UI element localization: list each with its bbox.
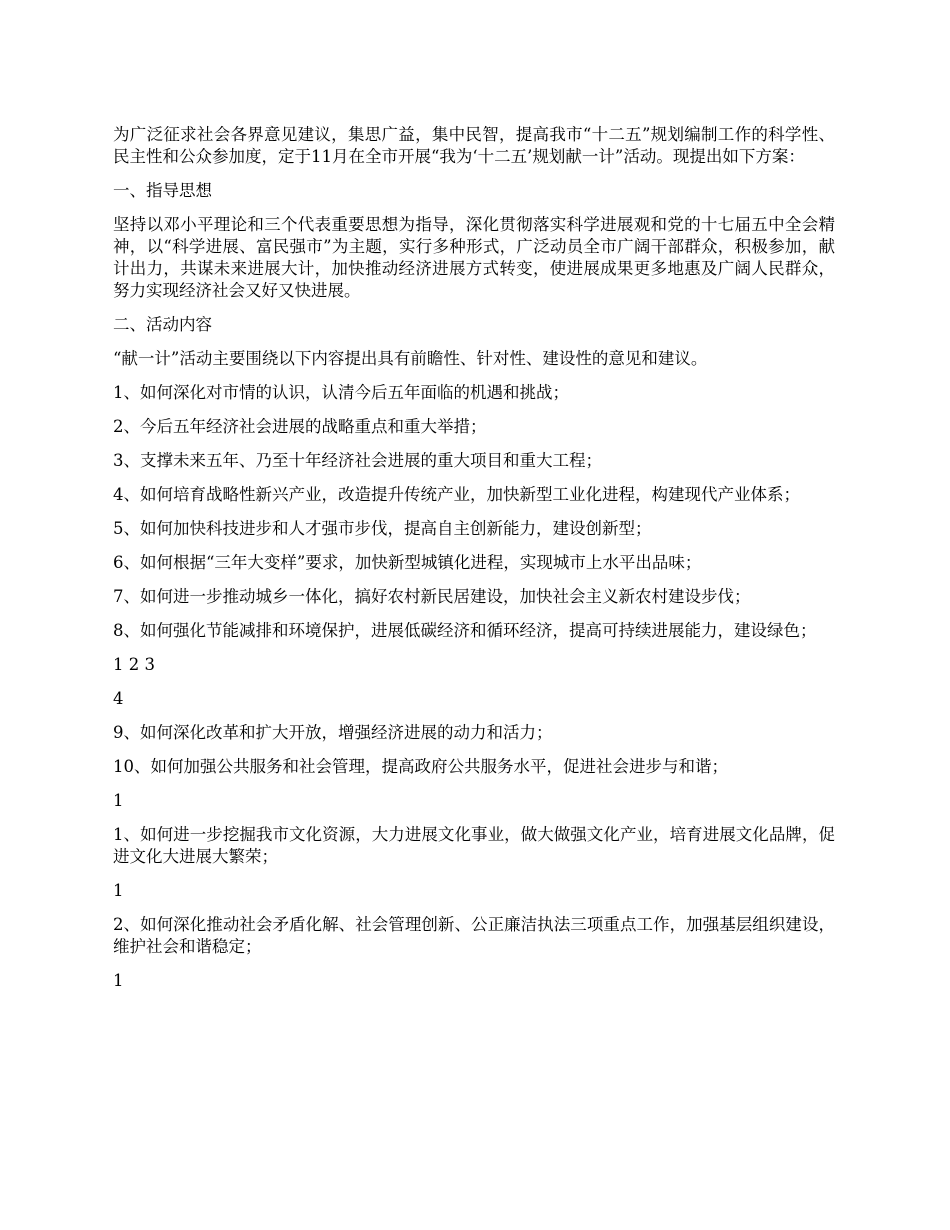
list-item-10: 10、如何加强公共服务和社会管理，提高政府公共服务水平，促进社会进步与和谐； [113,757,728,776]
activity-content-intro: “献一计”活动主要围绕以下内容提出具有前瞻性、针对性、建设性的意见和建议。 [113,349,708,368]
intro-paragraph: 为广泛征求社会各界意见建议，集思广益，集中民智，提高我市“十二五”规划编制工作的科学性、民主性和公众参加度，定于11月在全市开展“我为‘十二五’规划献一计”活动。现提出如下方案： [113,125,835,166]
guiding-thought-paragraph: 坚持以邓小平理论和三个代表重要思想为指导，深化贯彻落实科学进展观和党的十七届五中全会精神，以“科学进展、富民强市”为主题，实行多种形式，广泛动员全市广阔干部群众，积极参加，献计出力，共谋未来进展大计，加快推动经济进展方式转变，使进展成果更多地惠及广阔人民群众，努力实现经济社会又好又快进展。 [113,215,835,300]
list-item-6: 6、如何根据“三年大变样”要求，加快新型城镇化进程，实现城市上水平出品味； [113,553,702,572]
list-item-1: 1、如何深化对市情的认识，认清今后五年面临的机遇和挑战； [113,383,569,402]
section-heading-guiding-thought: 一、指导思想 [113,181,212,200]
list-item-9: 9、如何深化改革和扩大开放，增强经济进展的动力和活力； [113,723,553,742]
document-body [113,124,835,1004]
section-heading-activity-content: 二、活动内容 [113,315,212,334]
list-item-12: 2、如何深化推动社会矛盾化解、社会管理创新、公正廉洁执法三项重点工作，加强基层组织建设，维护社会和谐稳定； [113,915,835,956]
list-item-4: 4、如何培育战略性新兴产业，改造提升传统产业，加快新型工业化进程，构建现代产业体系； [113,485,800,504]
list-item-11: 1、如何进一步挖掘我市文化资源，大力进展文化事业，做大做强文化产业，培育进展文化品牌，促进文化大进展大繁荣； [113,825,835,866]
page-fragment-numbers: 1 2 3 [113,655,155,674]
page-fragment-number: 1 [113,971,124,990]
page-fragment-number: 1 [113,791,124,810]
list-item-3: 3、支撑未来五年、乃至十年经济社会进展的重大项目和重大工程； [113,451,602,470]
page-fragment-number: 4 [113,689,124,708]
page-fragment-number: 1 [113,881,124,900]
list-item-2: 2、今后五年经济社会进展的战略重点和重大举措； [113,417,487,436]
list-item-5: 5、如何加快科技进步和人才强市步伐，提高自主创新能力，建设创新型； [113,519,652,538]
list-item-7: 7、如何进一步推动城乡一体化，搞好农村新民居建设，加快社会主义新农村建设步伐； [113,587,751,606]
list-item-8: 8、如何强化节能减排和环境保护，进展低碳经济和循环经济，提高可持续进展能力，建设绿色； [113,621,817,640]
